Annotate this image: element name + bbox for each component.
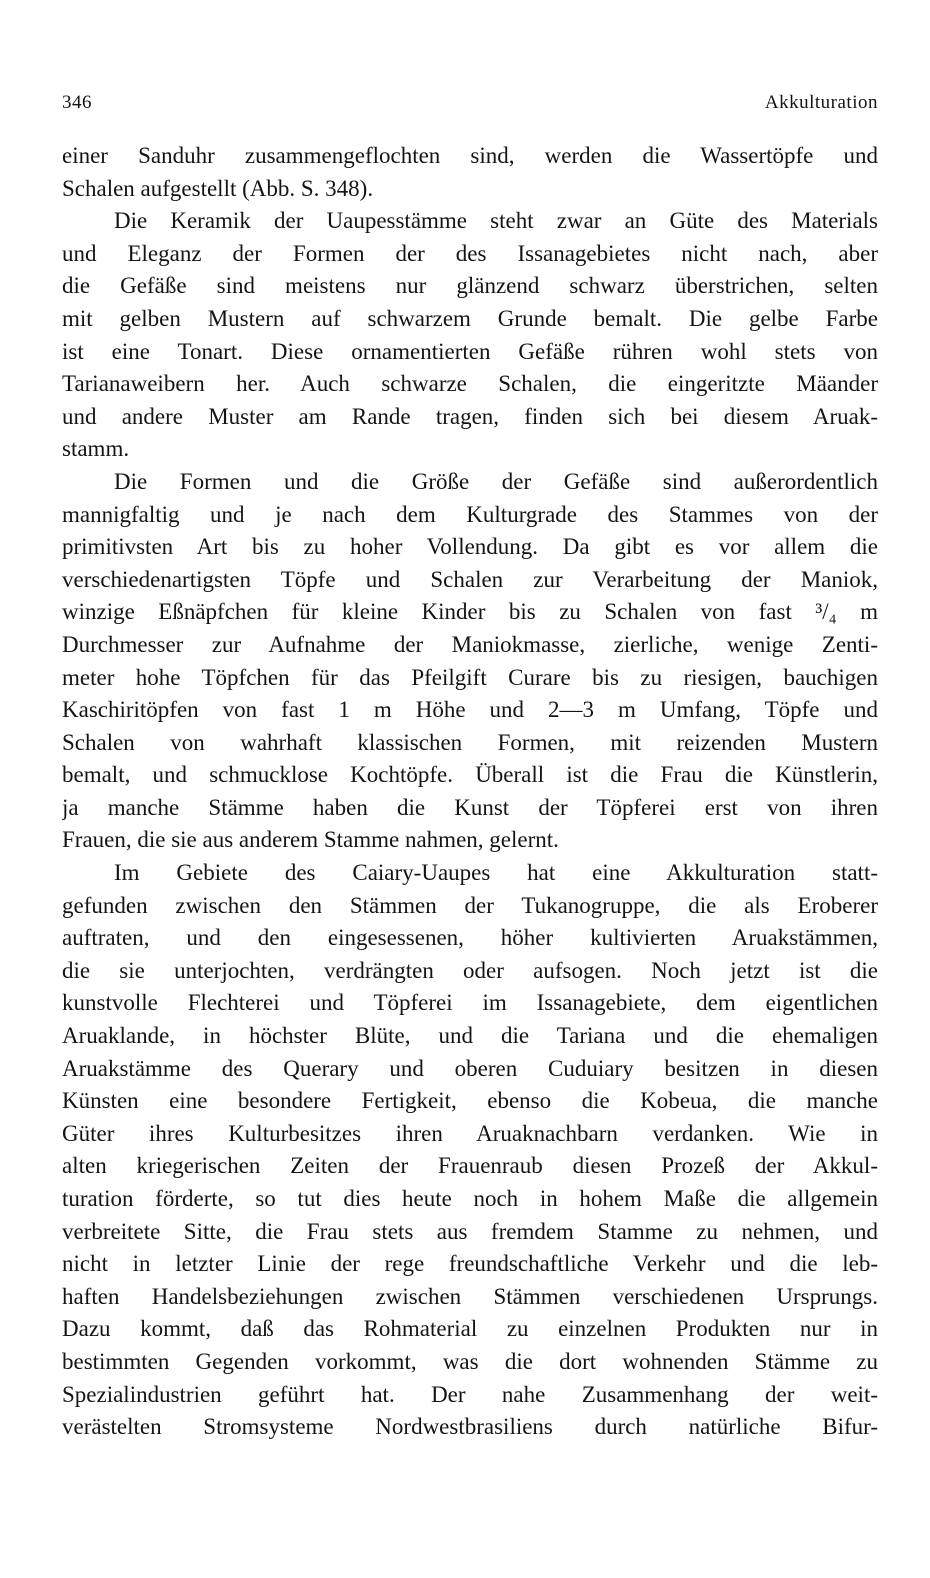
text-line: Frauen, die sie aus anderem Stamme nahmen, gelernt.	[62, 827, 559, 853]
text-line: auftraten, und den eingesessenen, höher kultivierten Aruakstämmen,	[62, 925, 878, 951]
page-header	[62, 92, 878, 116]
text-line: Tarianaweibern her. Auch schwarze Schalen, die eingeritzte Mäander	[62, 371, 878, 397]
text-line: bestimmten Gegenden vorkommt, was die dort wohnenden Stämme zu	[62, 1348, 878, 1374]
running-head: Akkulturation	[764, 92, 878, 113]
text-line: mit gelben Mustern auf schwarzem Grunde bemalt. Die gelbe Farbe	[62, 305, 878, 331]
text-line: kunstvolle Flechterei und Töpferei im Issanagebiete, dem eigentlichen	[62, 990, 878, 1016]
text-line: meter hohe Töpfchen für das Pfeilgift Curare bis zu riesigen, bauchigen	[62, 664, 878, 690]
text-line: die sie unterjochten, verdrängten oder aufsogen. Noch jetzt ist die	[62, 957, 878, 983]
text-line: turation förderte, so tut dies heute noch in hohem Maße die allgemein	[62, 1186, 878, 1211]
text-line: ja manche Stämme haben die Kunst der Töpferei erst von ihren	[62, 794, 878, 820]
text-line: einer Sanduhr zusammengeflochten sind, werden die Wassertöpfe und	[62, 143, 878, 168]
text-line: und Eleganz der Formen der des Issanagebietes nicht nach, aber	[62, 240, 878, 266]
text-line: Aruakstämme des Querary und oberen Cuduiary besitzen in diesen	[62, 1055, 878, 1081]
text-line: primitivsten Art bis zu hoher Vollendung. Da gibt es vor allem die	[62, 534, 878, 560]
text-line: bemalt, und schmucklose Kochtöpfe. Überall ist die Frau die Künstlerin,	[62, 762, 878, 788]
text-line: stamm.	[62, 436, 130, 462]
text-line: alten kriegerischen Zeiten der Frauenraub diesen Prozeß der Akkul-	[62, 1153, 878, 1179]
text-line: Die Formen und die Größe der Gefäße sind außerordentlich	[114, 468, 878, 494]
text-line: Kaschiritöpfen von fast 1 m Höhe und 2—3 m Umfang, Töpfe und	[62, 697, 878, 723]
page-number: 346	[62, 92, 92, 113]
text-line: Aruaklande, in höchster Blüte, und die Tariana und die ehemaligen	[62, 1023, 878, 1049]
text-line: die Gefäße sind meistens nur glänzend schwarz überstrichen, selten	[62, 273, 878, 299]
text-line: Künsten eine besondere Fertigkeit, ebenso die Kobeua, die manche	[62, 1088, 878, 1114]
text-line: Im Gebiete des Caiary-Uaupes hat eine Akkulturation statt-	[114, 860, 878, 886]
text-line: nicht in letzter Linie der rege freundschaftliche Verkehr und die leb-	[62, 1251, 878, 1277]
text-line: Güter ihres Kulturbesitzes ihren Aruaknachbarn verdanken. Wie in	[62, 1120, 878, 1146]
text-line: verbreitete Sitte, die Frau stets aus fremdem Stamme zu nehmen, und	[62, 1218, 878, 1244]
text-line: mannigfaltig und je nach dem Kulturgrade des Stammes von der	[62, 501, 878, 527]
text-line: verästelten Stromsysteme Nordwestbrasiliens durch natürliche Bifur-	[62, 1414, 878, 1440]
text-line: Spezialindustrien geführt hat. Der nahe Zusammenhang der weit-	[62, 1381, 878, 1407]
text-line: Die Keramik der Uaupesstämme steht zwar an Güte des Materials	[114, 208, 878, 234]
text-line: Schalen von wahrhaft klassischen Formen, mit reizenden Mustern	[62, 729, 878, 755]
text-line: ist eine Tonart. Diese ornamentierten Gefäße rühren wohl stets von	[62, 338, 878, 364]
text-line: Durchmesser zur Aufnahme der Maniokmasse, zierliche, wenige Zenti-	[62, 631, 878, 657]
text-line: winzige Eßnäpfchen für kleine Kinder bis zu Schalen von fast ³/₄ m	[62, 599, 878, 625]
text-line: gefunden zwischen den Stämmen der Tukanogruppe, die als Eroberer	[62, 892, 878, 918]
text-line: haften Handelsbeziehungen zwischen Stämmen verschiedenen Ursprungs.	[62, 1283, 878, 1309]
text-line: verschiedenartigsten Töpfe und Schalen zur Verarbeitung der Maniok,	[62, 566, 878, 592]
text-line: Schalen aufgestellt (Abb. S. 348).	[62, 175, 374, 201]
text-line: und andere Muster am Rande tragen, finden sich bei diesem Aruak-	[62, 403, 878, 429]
text-line: Dazu kommt, daß das Rohmaterial zu einzelnen Produkten nur in	[62, 1316, 878, 1342]
body-text	[62, 140, 878, 1444]
